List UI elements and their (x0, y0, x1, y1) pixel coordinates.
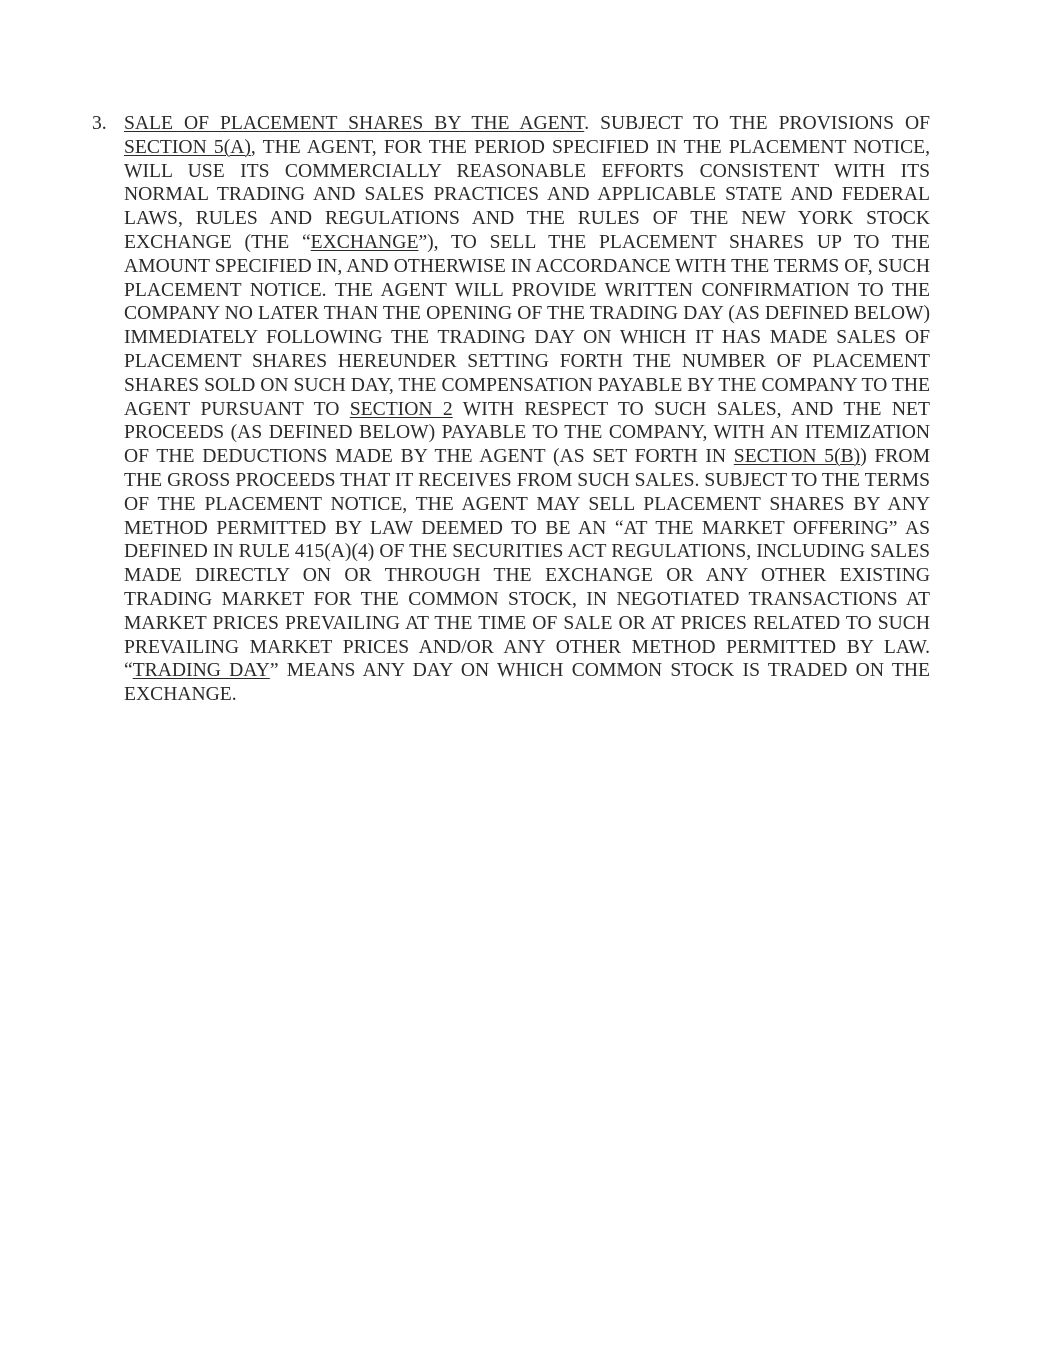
section-3 (92, 112, 930, 707)
defined-term-exchange: EXCHANGE (310, 231, 419, 253)
body-text: ”), TO SELL THE PLACEMENT SHARES UP TO THE AMOUNT SPECIFIED IN, AND OTHERWISE IN ACCORDANCE WITH THE TERMS OF, SUCH PLACEMENT NOTICE. THE AGENT WILL PROVIDE WRITTEN CONFIRMATION TO THE COMPANY NO LATER THAN THE OPENING OF THE TRADING DAY (AS DEFINED BELOW) IMMEDIATELY FOLLOWING THE TRADING DAY ON WHICH IT HAS MADE SALES OF PLACEMENT SHARES HEREUNDER SETTING FORTH THE NUMBER OF PLACEMENT SHARES SOLD ON SUCH DAY, THE COMPENSATION PAYABLE BY THE COMPANY TO THE AGENT PURSUANT TO (124, 231, 930, 420)
body-text: ” MEANS ANY DAY ON WHICH COMMON STOCK IS TRADED ON THE EXCHANGE. (124, 660, 930, 706)
body-text: ) FROM THE GROSS PROCEEDS THAT IT RECEIVES FROM SUCH SALES. SUBJECT TO THE TERMS OF THE PLACEMENT NOTICE, THE AGENT MAY SELL PLACEMENT SHARES BY ANY METHOD PERMITTED BY LAW DEEMED TO BE AN “AT THE MARKET OFFERING” AS DEFINED IN RULE 415(A)(4) OF THE SECURITIES ACT REGULATIONS, INCLUDING SALES MADE DIRECTLY ON OR THROUGH THE EXCHANGE OR ANY OTHER EXISTING TRADING MARKET FOR THE COMMON STOCK, IN NEGOTIATED TRANSACTIONS AT MARKET PRICES PREVAILING AT THE TIME OF SALE OR AT PRICES RELATED TO SUCH PREVAILING MARKET PRICES AND/OR ANY OTHER METHOD PERMITTED BY LAW. “ (124, 446, 930, 682)
section-body (124, 112, 930, 707)
body-text: , THE AGENT, FOR THE PERIOD SPECIFIED IN THE PLACEMENT NOTICE, WILL USE ITS COMMERCIALLY REASONABLE EFFORTS CONSISTENT WITH ITS NORMAL TRADING AND SALES PRACTICES AND APPLICABLE STATE AND FEDERAL LAWS, RULES AND REGULATIONS AND THE RULES OF THE NEW YORK STOCK EXCHANGE (THE “ (124, 136, 931, 253)
cross-reference-section-2: SECTION 2 (349, 398, 453, 420)
body-text: WITH RESPECT TO SUCH SALES, AND THE NET PROCEEDS (AS DEFINED BELOW) PAYABLE TO THE COMPANY, WITH AN ITEMIZATION OF THE DEDUCTIONS MADE BY THE AGENT (AS SET FORTH IN (124, 398, 930, 468)
section-number: 3. (92, 113, 107, 134)
body-text: . SUBJECT TO THE PROVISIONS OF (584, 113, 930, 134)
section-heading: SALE OF PLACEMENT SHARES BY THE AGENT (124, 113, 585, 134)
cross-reference-section-5a: SECTION 5(A) (124, 136, 251, 158)
cross-reference-section-5b: SECTION 5(B) (733, 446, 861, 468)
defined-term-trading-day: TRADING DAY (132, 660, 270, 682)
